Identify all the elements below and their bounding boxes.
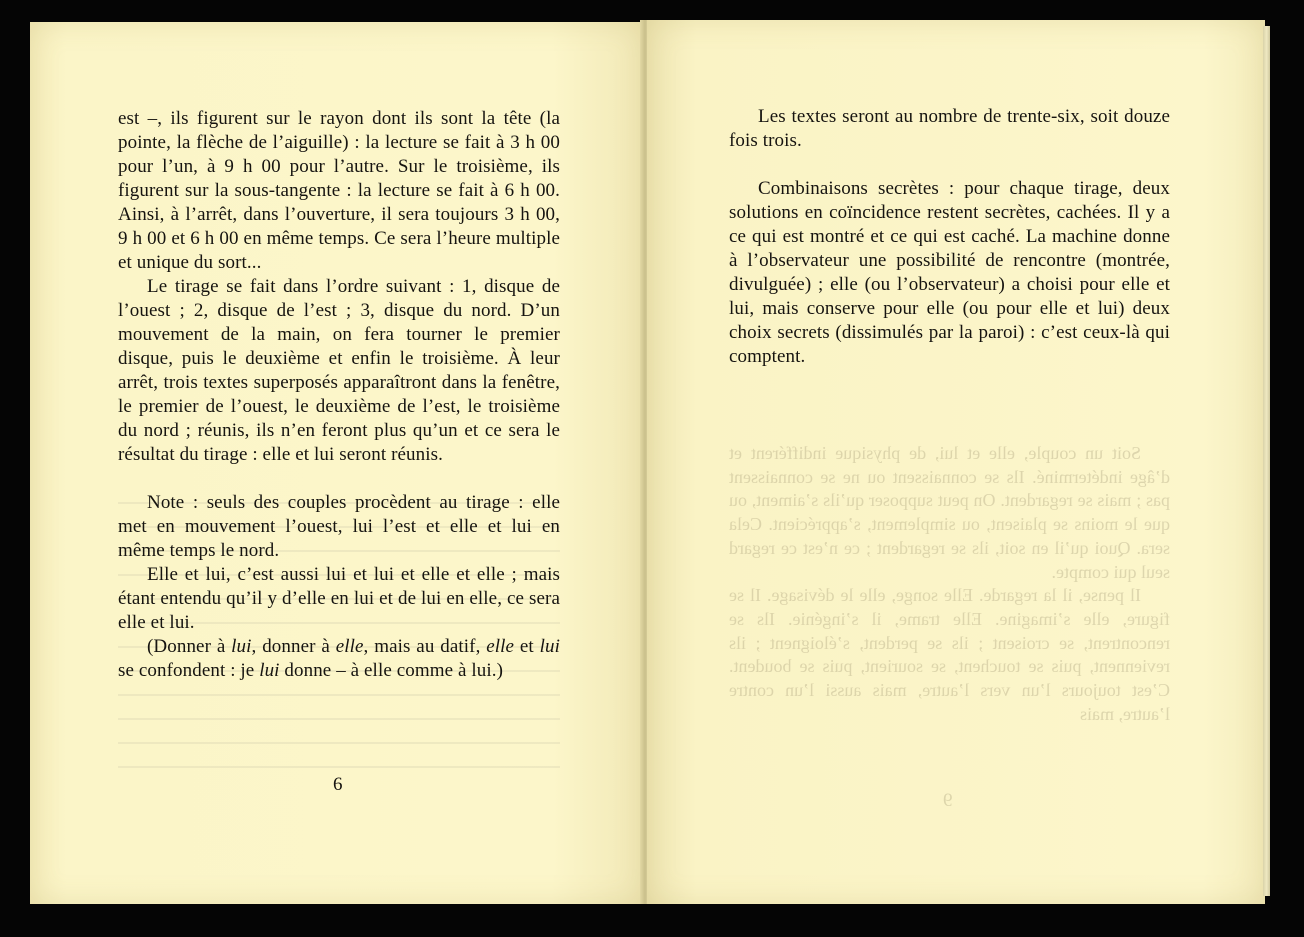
show-through-page-number: 9 [943, 790, 953, 811]
text-run: et [514, 636, 540, 657]
italic-run: lui [231, 636, 252, 657]
text-run: donne – à elle comme à lui.) [279, 660, 503, 681]
left-paragraph-4: Elle et lui, c’est aussi lui et lui et elle et elle ; mais étant entendu qu’il y d’elle en lui et de lui en elle, ce sera elle et lui. [118, 564, 560, 633]
italic-run: elle [486, 636, 515, 657]
page-edge [1263, 26, 1270, 896]
left-page-number: 6 [333, 774, 343, 795]
left-paragraph-note: Note : seuls des couples procèdent au tirage : elle met en mouvement l’ouest, lui l’est et elle et lui en même temps le nord. [118, 492, 560, 561]
left-page-text [118, 107, 560, 683]
left-paragraph-datif [118, 635, 560, 683]
left-page [30, 22, 644, 904]
italic-run: lui [259, 660, 280, 681]
italic-run: lui [539, 636, 560, 657]
show-through-paragraph-2: Il pense, il la regarde. Elle songe, elle le dévisage. Il se figure, elle s’imagine. Elle trame, il s’ingénie. Ils se rencontrent, se croisent ; ils se perdent, s’éloignent ; ils reviennent, puis se touchent, se sourient, puis se boudent. C’est toujours l’un vers l’autre, mais aussi l’un contre l’autre, mais [729, 585, 1170, 724]
right-paragraph-2: Combinaisons secrètes : pour chaque tirage, deux solutions en coïncidence restent secrètes, cachées. Il y a ce qui est montré et ce qui est caché. La machine donne à l’observateur une possibilité de rencontre (montrée, divulguée) ; elle (ou l’observateur) a choisi pour elle et lui, mais conserve pour elle (ou pour elle et lui) deux choix secrets (dissimulés par la paroi) : c’est ceux-là qui comptent. [729, 178, 1170, 367]
text-run: , mais au datif, [363, 636, 487, 657]
text-run: se confondent : je [118, 660, 260, 681]
right-paragraph-1: Les textes seront au nombre de trente-six, soit douze fois trois. [729, 106, 1170, 151]
right-page [647, 20, 1265, 904]
right-page-text [729, 105, 1170, 369]
show-through-text [729, 442, 1170, 726]
text-run: , donner à [251, 636, 336, 657]
italic-run: elle [335, 636, 364, 657]
left-paragraph-1: est –, ils figurent sur le rayon dont ils sont la tête (la pointe, la flèche de l’aiguille) : la lecture se fait à 3 h 00 pour l’un, à 9 h 00 pour l’autre. Sur le troisième, ils figurent sur la sous-tangente : la lecture se fait à 6 h 00. Ainsi, à l’arrêt, dans l’ouverture, il sera toujours 3 h 00, 9 h 00 et 6 h 00 en même temps. Ce sera l’heure multiple et unique du sort... [118, 108, 560, 273]
left-paragraph-2: Le tirage se fait dans l’ordre suivant : 1, disque de l’ouest ; 2, disque de l’est ; 3, disque du nord. D’un mouvement de la main, on fera tourner le premier disque, puis le deuxième et enfin le troisième. À leur arrêt, trois textes superposés apparaîtront dans la fenêtre, le premier de l’ouest, le deuxième de l’est, le troisième du nord ; réunis, ils n’en feront plus qu’un et ce sera le résultat du tirage : elle et lui seront réunis. [118, 276, 560, 465]
text-run: (Donner à [147, 636, 232, 657]
show-through-paragraph-1: Soit un couple, elle et lui, de physique indifférent et d’âge indéterminé. Ils se connaissent ou ne se connaissent pas ; mais se regardent. On peut supposer qu’ils s’aiment, ou que le moins se plaisent, ou simplement, s’apprécient. Cela sera. Quoi qu’il en soit, ils se regardent ; ce n’est ce regard seul qui compte. [729, 443, 1170, 582]
